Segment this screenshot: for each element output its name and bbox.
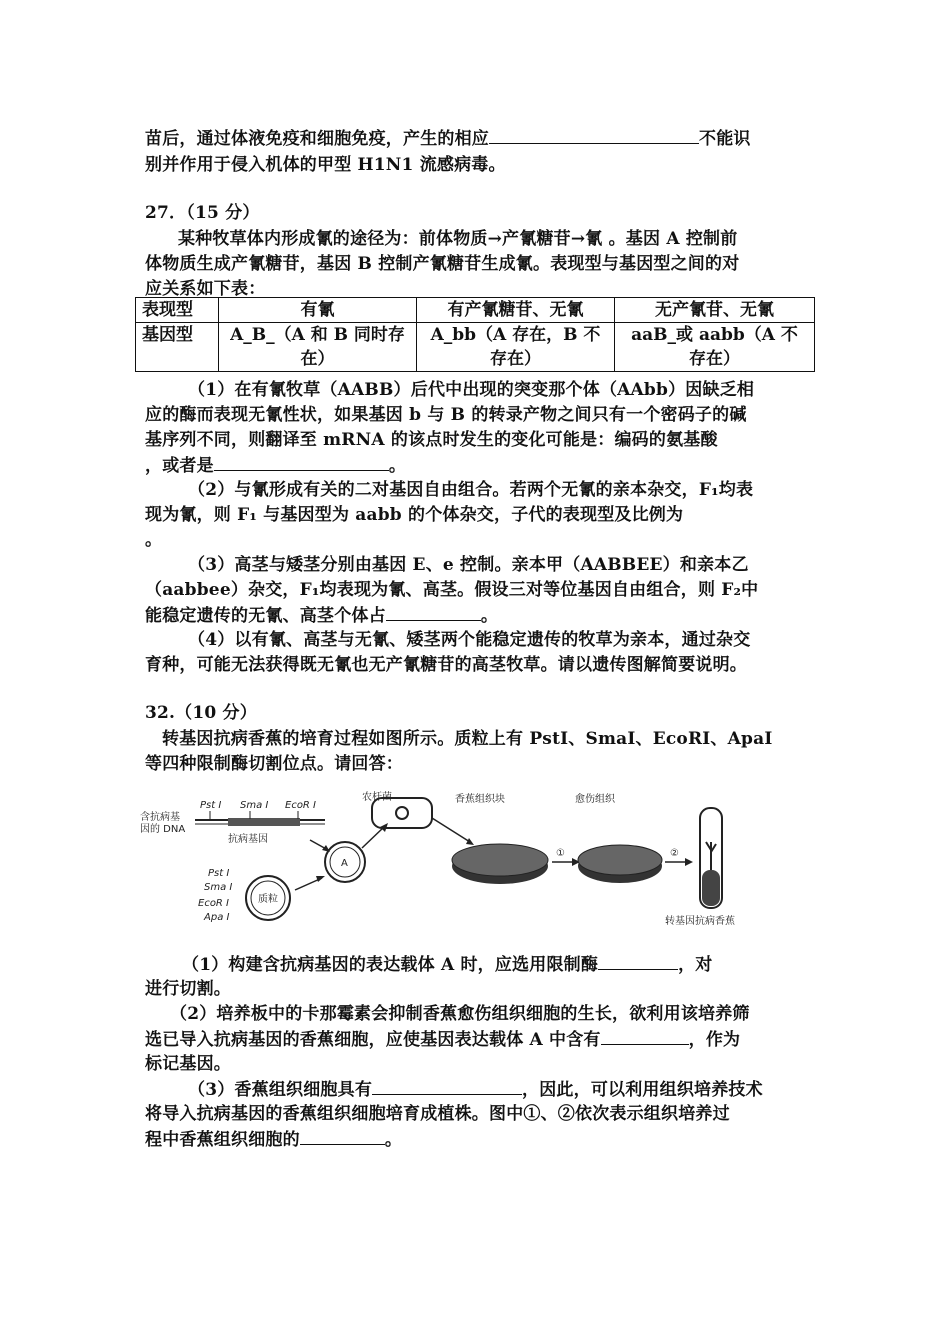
- table-cell: 表现型: [136, 298, 219, 323]
- table-cell: 基因型: [136, 323, 219, 372]
- table-cell: 有氰: [219, 298, 417, 323]
- table-cell: 有产氰糖苷、无氰: [417, 298, 615, 323]
- dna-label: 含抗病基: [140, 812, 180, 823]
- text-line: （4）以有氰、高茎与无氰、矮茎两个能稳定遗传的牧草为亲本，通过杂交: [188, 630, 751, 650]
- phenotype-genotype-table: [135, 297, 815, 372]
- question-27-heading: 27．（15 分）: [145, 203, 260, 223]
- text-line: 基序列不同，则翻译至 mRNA 的该点时发生的变化可能是：编码的氨基酸: [145, 430, 718, 450]
- cut-site-label: Pst I: [208, 868, 230, 879]
- text-line: 选已导入抗病基因的香蕉细胞，应使基因表达载体 A 中含有 ，作为: [145, 1026, 810, 1053]
- text-line: 体物质生成产氰糖苷，基因 B 控制产氰糖苷生成氰。表现型与基因型之间的对: [145, 254, 740, 274]
- answer-blank[interactable]: [300, 1126, 385, 1145]
- cut-site-label: Sma I: [204, 882, 233, 893]
- step-label: ②: [670, 848, 679, 859]
- callus-dish: [575, 792, 662, 883]
- bacteria-label: 农杆菌: [362, 792, 392, 803]
- answer-blank[interactable]: [601, 1026, 689, 1045]
- table-row: [136, 323, 815, 372]
- text-line: 别并作用于侵入机体的甲型 H1N1 流感病毒。: [145, 155, 506, 175]
- tissue-dish: [452, 792, 548, 884]
- product-label: 转基因抗病香蕉: [665, 916, 735, 927]
- answer-blank[interactable]: [489, 125, 699, 144]
- text-line: （3）香蕉组织细胞具有 ，因此，可以利用组织培养技术: [188, 1076, 853, 1103]
- step-label: ①: [556, 848, 565, 859]
- text-line: 转基因抗病香蕉的培育过程如图所示。质粒上有 PstI、SmaI、EcoRI、ApaI: [162, 729, 773, 749]
- transgenic-banana-figure: [140, 790, 760, 930]
- callus-label: 愈伤组织: [575, 794, 615, 805]
- table-cell: A_bb（A 存在，B 不 存在）: [417, 323, 615, 372]
- cut-site-label: EcoR I: [285, 800, 317, 811]
- table-cell: 无产氰苷、无氰: [615, 298, 815, 323]
- cut-site-label: EcoR I: [198, 898, 230, 909]
- text-line: 将导入抗病基因的香蕉组织细胞培育成植株。图中①、②依次表示组织培养过: [145, 1104, 730, 1124]
- text-line: ，或者是 。: [145, 452, 810, 479]
- text-line: 苗后，通过体液免疫和细胞免疫，产生的相应 不能识: [145, 125, 810, 152]
- text-line: 某种牧草体内形成氰的途径为：前体物质→产氰糖苷→氰 。基因 A 控制前: [178, 229, 738, 249]
- cut-site-label: Apa I: [204, 912, 230, 923]
- resistance-gene-segment: [228, 818, 300, 826]
- test-tube: [665, 808, 735, 927]
- text-line: 现为氰，则 F₁ 与基因型为 aabb 的个体杂交，子代的表现型及比例为: [145, 505, 684, 525]
- text-line: （aabbee）杂交，F₁均表现为氰、高茎。假设三对等位基因自由组合，则 F₂中: [145, 580, 759, 600]
- vector-label: A: [341, 858, 348, 869]
- text-line: 应关系如下表：: [145, 279, 266, 299]
- text-line: 标记基因。: [145, 1054, 231, 1074]
- plasmid-label: 质粒: [258, 894, 278, 905]
- answer-blank[interactable]: [598, 951, 678, 970]
- text-line: 进行切割。: [145, 979, 231, 999]
- text-line: 育种，可能无法获得既无氰也无产氰糖苷的高茎牧草。请以遗传图解简要说明。: [145, 655, 747, 675]
- text-line: 等四种限制酶切割位点。请回答：: [145, 754, 403, 774]
- table-cell: aaB_或 aabb（A 不 存在）: [615, 323, 815, 372]
- answer-blank[interactable]: [372, 1076, 522, 1095]
- text-line: （1）构建含抗病基因的表达载体 A 时，应选用限制酶 ，对: [182, 951, 847, 978]
- text-line: 程中香蕉组织细胞的 。: [145, 1126, 810, 1153]
- text-line: （3）高茎与矮茎分别由基因 E、e 控制。亲本甲（AABBEE）和亲本乙: [188, 555, 749, 575]
- dna-strand: [140, 800, 325, 845]
- answer-blank[interactable]: [386, 602, 481, 621]
- text-line: 能稳定遗传的无氰、高茎个体占 。: [145, 602, 810, 629]
- dna-label: 因的 DNA: [140, 824, 186, 835]
- text-line: （1）在有氰牧草（AABB）后代中出现的突变那个体（AAbb）因缺乏相: [188, 380, 755, 400]
- text-line: （2）与氰形成有关的二对基因自由组合。若两个无氰的亲本杂交，F₁均表: [188, 480, 754, 500]
- plasmid: [198, 868, 290, 923]
- tissue-label: 香蕉组织块: [455, 794, 505, 805]
- cut-site-label: Sma I: [240, 800, 269, 811]
- answer-blank[interactable]: [214, 452, 389, 471]
- gene-label: 抗病基因: [228, 834, 268, 845]
- cut-site-label: Pst I: [200, 800, 222, 811]
- text-line: 应的酶而表现无氰性状，如果基因 b 与 B 的转录产物之间只有一个密码子的碱: [145, 405, 747, 425]
- question-32-heading: 32.（10 分）: [145, 703, 257, 723]
- text-line: 。: [145, 530, 163, 550]
- table-row: [136, 298, 815, 323]
- table-cell: A_B_（A 和 B 同时存 在）: [219, 323, 417, 372]
- text-line: （2）培养板中的卡那霉素会抑制香蕉愈伤组织细胞的生长，欲利用该培养筛: [170, 1004, 750, 1024]
